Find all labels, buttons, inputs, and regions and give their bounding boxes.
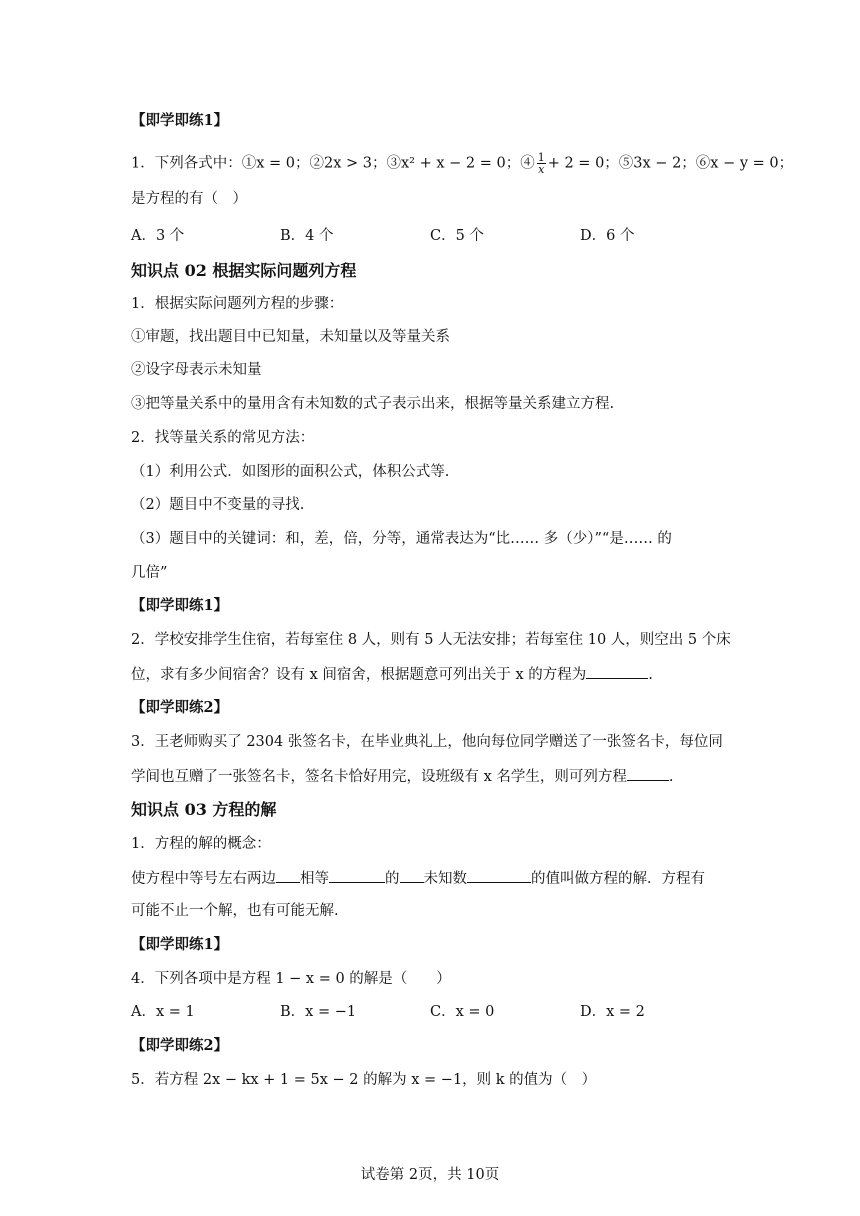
answer-blank [627,766,669,781]
s3-definition-line: 使方程中等号左右两边 相等 的 未知数 的值叫做方程的解．方程有 [131,868,705,889]
practice-heading: 【即学即练1】 [131,597,229,614]
page-footer: 试卷第 2页，共 10页 [360,1167,500,1183]
practice-heading: 【即学即练2】 [131,1037,229,1054]
q4-option-d: D．x = 2 [580,1004,645,1020]
fill-word: 相等 [300,871,329,887]
s2-line: ①审题，找出题目中已知量，未知量以及等量关系 [131,329,450,345]
blank [276,868,300,883]
question-1-line-2: 是方程的有（ ） [131,191,247,207]
s2-line: ②设字母表示未知量 [131,362,262,378]
s2-line: 1．根据实际问题列方程的步骤： [131,296,344,312]
s2-line: 2．找等量关系的常见方法： [131,430,315,446]
s2-line: （1）利用公式．如图形的面积公式，体积公式等. [131,464,450,480]
blank [400,868,424,883]
blank [467,868,531,883]
question-3-line-2: 学间也互赠了一张签名卡，签名卡恰好用完，设班级有 x 名学生，则可列方程 . [131,766,674,787]
blank [329,868,385,883]
question-1-text-tail: + 2 = 0；⑤3x − 2；⑥x − y = 0； [547,155,794,172]
q4-option-c: C．x = 0 [430,1004,495,1020]
question-3-line-1: 3．王老师购买了 2304 张签名卡，在毕业典礼上，他向每位同学赠送了一张签名卡，每位同 [131,734,723,750]
question-1-text: 1．下列各式中：①x = 0；②2x > 3；③x² + x − 2 = 0；④ [131,155,535,172]
practice-heading: 【即学即练2】 [131,699,229,716]
s3-line: 可能不止一个解，也有可能无解. [131,903,339,919]
s2-line: 几倍” [131,565,168,581]
section-2-title: 知识点 02 根据实际问题列方程 [131,261,357,280]
practice-heading: 【即学即练1】 [131,112,229,129]
fraction: $\frac{1}{x}$ [537,151,545,176]
s2-line: ③把等量关系中的量用含有未知数的式子表示出来，根据等量关系建立方程. [131,396,615,412]
fill-word: 未知数 [423,871,467,887]
question-4: 4．下列各项中是方程 1 − x = 0 的解是（ ） [131,971,451,987]
q1-option-c: C．5 个 [430,228,484,244]
q1-option-b: B．4 个 [280,228,334,244]
s2-line: （2）题目中不变量的寻找. [131,497,305,513]
q4-option-a: A．x = 1 [131,1004,195,1020]
answer-blank [586,664,648,679]
s3-line: 1．方程的解的概念： [131,836,271,852]
q4-option-b: B．x = −1 [280,1004,357,1020]
question-1-line-1 [131,152,793,175]
question-5: 5．若方程 2x − kx + 1 = 5x − 2 的解为 x = −1，则 k 的值为（ ） [131,1072,597,1088]
s2-line: （3）题目中的关键词：和，差，倍，分等，通常表达为“比…… 多（少）”“是…… 的 [131,531,672,547]
practice-heading: 【即学即练1】 [131,936,229,953]
question-2-line-1: 2．学校安排学生住宿，若每室住 8 人，则有 5 人无法安排；若每室住 10 人，则空出 5 个床 [131,632,731,648]
question-2-line-2: 位，求有多少间宿舍？设有 x 间宿舍，根据题意可列出关于 x 的方程为 . [131,664,653,685]
q1-option-a: A．3 个 [131,228,185,244]
q1-option-d: D．6 个 [580,228,635,244]
section-3-title: 知识点 03 方程的解 [131,800,277,819]
